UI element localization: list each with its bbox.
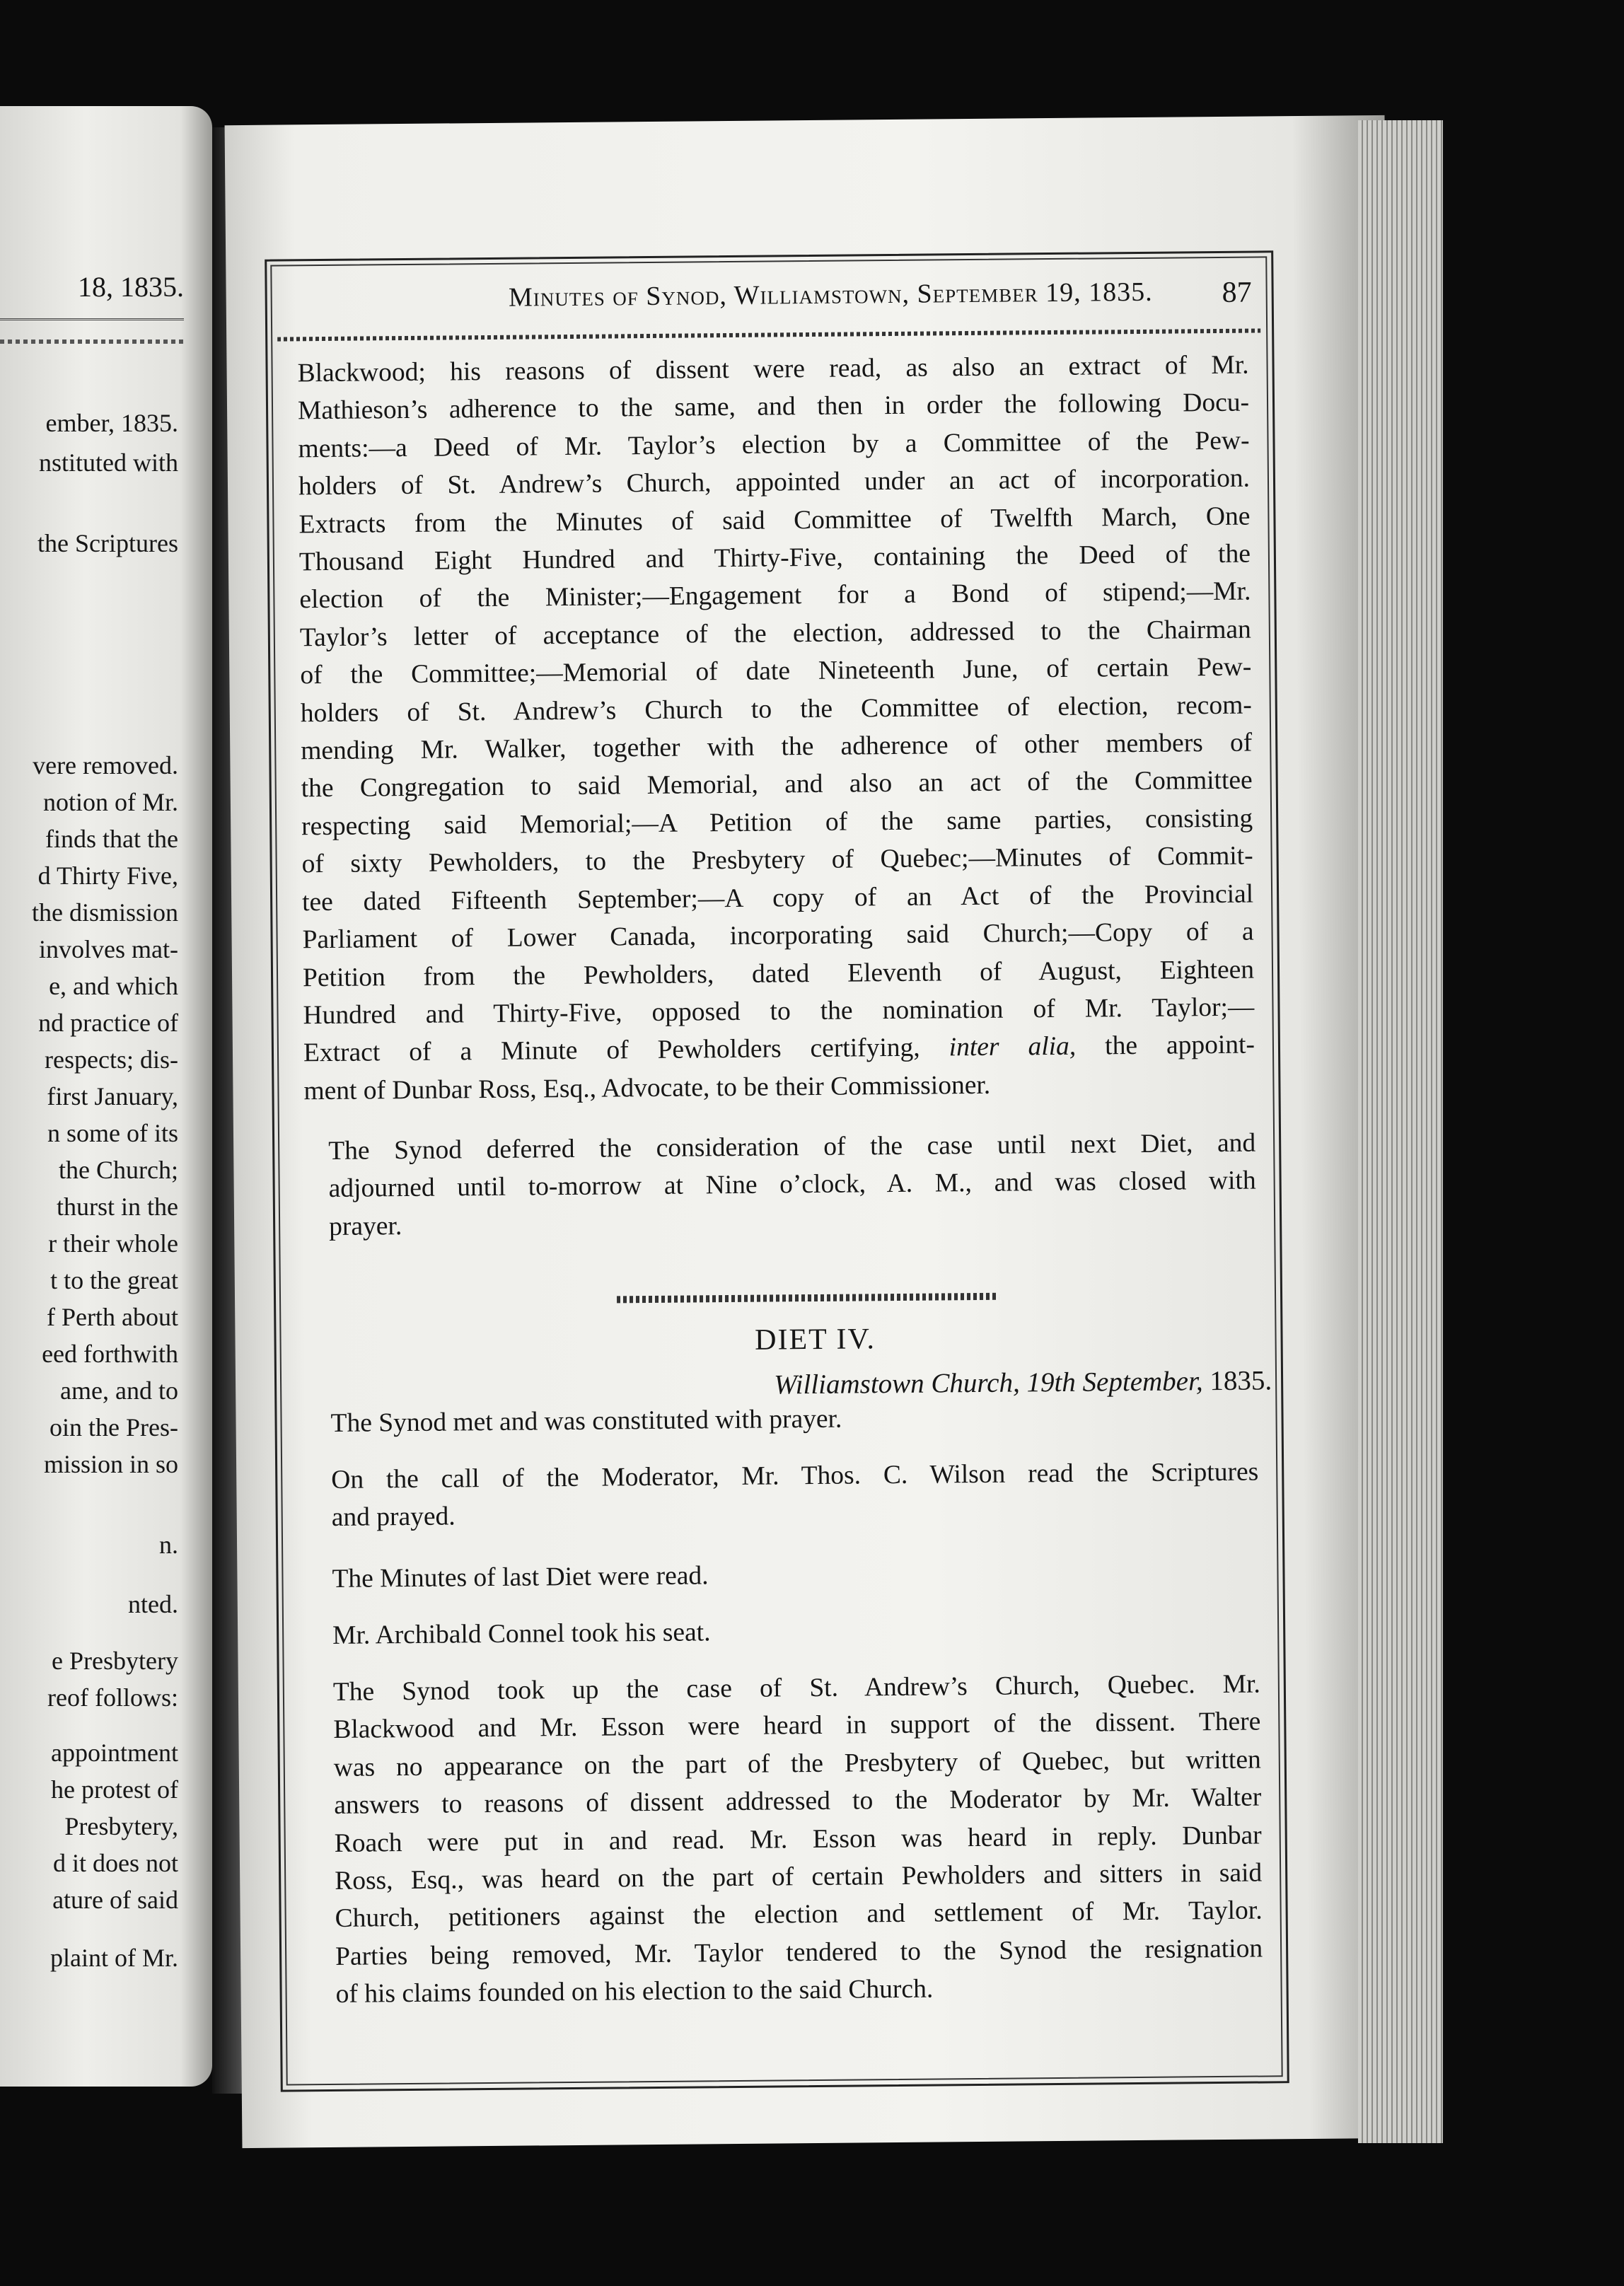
left-page-line: nd practice of bbox=[38, 1009, 178, 1037]
left-page-line: finds that the bbox=[45, 825, 178, 853]
text-run: Extract of a Minute of Pewholders certifying, bbox=[303, 1033, 949, 1068]
left-page-line: the dismission bbox=[31, 898, 178, 927]
text-line: the Congregation to said Memorial, and also an act of the Committee bbox=[301, 766, 1253, 803]
text-line: of his claims founded on his election to the said Church. bbox=[335, 1974, 934, 2009]
running-head bbox=[375, 276, 1252, 326]
left-page-line: eed forthwith bbox=[42, 1340, 178, 1368]
left-page-line: the Church; bbox=[59, 1156, 178, 1184]
left-page-line: ame, and to bbox=[60, 1376, 178, 1405]
text-line: Church, petitioners against the election and settlement of Mr. Taylor. bbox=[335, 1896, 1263, 1934]
text-line: adjourned until to-morrow at Nine o’clock, A. M., and was closed with bbox=[328, 1166, 1256, 1204]
paragraph-synod-deferred bbox=[304, 1125, 1256, 1246]
text-line: holders of St. Andrew’s Church, appointed under an act of incorporation. bbox=[298, 463, 1251, 501]
left-page-line: d Thirty Five, bbox=[37, 861, 178, 890]
left-page-line: reof follows: bbox=[47, 1683, 178, 1712]
left-page-line: involves mat- bbox=[39, 935, 178, 963]
diet-heading: DIET IV. bbox=[754, 1323, 876, 1357]
paragraph-moderator-call bbox=[307, 1454, 1259, 1538]
left-page-line: e, and which bbox=[49, 972, 178, 1000]
text-line: election of the Minister;—Engagement for a Bond of stipend;—Mr. bbox=[299, 577, 1251, 615]
text-line: prayer. bbox=[328, 1211, 402, 1241]
page-edges bbox=[1358, 120, 1443, 2143]
paragraph-st-andrews-case bbox=[309, 1666, 1263, 2014]
left-page-line: ember, 1835. bbox=[45, 409, 178, 437]
left-page-line: ature of said bbox=[52, 1886, 178, 1914]
paragraph-documents-read bbox=[297, 347, 1255, 1110]
latin-phrase: inter alia, bbox=[949, 1032, 1077, 1062]
text-line: ment of Dunbar Ross, Esq., Advocate, to be their Commissioner. bbox=[303, 1070, 991, 1106]
page-number: 87 bbox=[1222, 276, 1252, 309]
session-dateline-year: 1835. bbox=[1202, 1365, 1272, 1397]
left-page-line: appointment bbox=[51, 1739, 178, 1767]
text-line: Parliament of Lower Canada, incorporating said Church;—Copy of a bbox=[302, 917, 1254, 955]
text-line: Blackwood and Mr. Esson were heard in support of the dissent. There bbox=[333, 1707, 1261, 1745]
left-page-heading: 18, 1835. bbox=[78, 271, 184, 303]
text-line: Petition from the Pewholders, dated Eleventh of August, Eighteen bbox=[302, 955, 1255, 992]
session-dateline-italic: Williamstown Church, 19th September, bbox=[774, 1366, 1203, 1400]
left-page-line: n. bbox=[159, 1531, 178, 1559]
text-line: answers to reasons of dissent addressed to the Moderator by Mr. Walter bbox=[334, 1782, 1262, 1821]
left-page-line: respects; dis- bbox=[45, 1045, 178, 1074]
text-line: Hundred and Thirty-Five, opposed to the nomination of Mr. Taylor;— bbox=[303, 992, 1255, 1031]
text-line: The Minutes of last Diet were read. bbox=[332, 1561, 709, 1594]
text-line: Thousand Eight Hundred and Thirty-Five, containing the Deed of the bbox=[298, 539, 1251, 577]
running-head-title: Minutes of Synod, Williamstown, September 19, 1835. bbox=[508, 277, 1153, 313]
text-line: Roach were put in and read. Mr. Esson was heard in reply. Dunbar bbox=[334, 1821, 1262, 1858]
right-page bbox=[225, 115, 1403, 2148]
left-page-line: he protest of bbox=[51, 1775, 178, 1804]
text-line: Ross, Esq., was heard on the part of certain Pewholders and sitters in said bbox=[335, 1858, 1263, 1896]
text-line: The Synod deferred the consideration of the case until next Diet, and bbox=[328, 1128, 1256, 1166]
text-line: Extracts from the Minutes of said Committee of Twelfth March, One bbox=[298, 501, 1251, 539]
text-line: On the call of the Moderator, Mr. Thos. C. Wilson read the Scriptures bbox=[331, 1457, 1259, 1495]
session-dateline bbox=[774, 1364, 1272, 1400]
left-page-line: Presbytery, bbox=[64, 1812, 178, 1840]
left-page-line: r their whole bbox=[48, 1229, 178, 1258]
left-page-line: thurst in the bbox=[57, 1193, 178, 1221]
left-page-line: plaint of Mr. bbox=[50, 1944, 178, 1972]
left-page-line: n some of its bbox=[47, 1119, 178, 1147]
text-line: was no appearance on the part of the Presbytery of Quebec, but written bbox=[333, 1745, 1261, 1782]
left-page-line: d it does not bbox=[53, 1849, 178, 1877]
text-line: of the Committee;—Memorial of date Nineteenth June, of certain Pew- bbox=[300, 652, 1252, 690]
left-page-line: nstituted with bbox=[39, 448, 178, 477]
text-line: Blackwood; his reasons of dissent were read, as also an extract of Mr. bbox=[297, 350, 1249, 388]
text-line: holders of St. Andrew’s Church to the Committee of election, recom- bbox=[300, 690, 1252, 728]
text-line: Parties being removed, Mr. Taylor tendered to the Synod the resignation bbox=[335, 1934, 1263, 1971]
text-line: respecting said Memorial;—A Petition of the same parties, consisting bbox=[301, 803, 1253, 842]
text-run: the appoint- bbox=[1076, 1030, 1255, 1062]
left-page-line: mission in so bbox=[43, 1450, 178, 1478]
text-line: tee dated Fifteenth September;—A copy of an Act of the Provincial bbox=[301, 879, 1254, 917]
text-line: of sixty Pewholders, to the Presbytery of Quebec;—Minutes of Commit- bbox=[301, 841, 1253, 879]
text-line: The Synod took up the case of St. Andrew’s Church, Quebec. Mr. bbox=[332, 1669, 1261, 1707]
text-line: Mr. Archibald Connel took his seat. bbox=[332, 1618, 711, 1650]
left-page-line: vere removed. bbox=[33, 751, 178, 779]
left-page-line: t to the great bbox=[50, 1266, 178, 1294]
left-page-line: f Perth about bbox=[47, 1303, 178, 1331]
left-page-line: e Presbytery bbox=[52, 1647, 178, 1675]
left-page-line: nted. bbox=[128, 1590, 178, 1618]
left-page-head-rule bbox=[0, 318, 184, 320]
left-page-line: oin the Pres- bbox=[50, 1413, 178, 1441]
left-page-wave-rule bbox=[0, 340, 184, 344]
text-line: mending Mr. Walker, together with the adherence of other members of bbox=[301, 728, 1253, 766]
text-line: ments:—a Deed of Mr. Taylor’s election by a Committee of the Pew- bbox=[298, 426, 1250, 464]
left-page-line: notion of Mr. bbox=[42, 788, 178, 816]
text-line: Taylor’s letter of acceptance of the election, addressed to the Chairman bbox=[299, 615, 1252, 653]
left-page-line: first January, bbox=[47, 1082, 178, 1110]
left-facing-page bbox=[0, 106, 212, 2087]
text-line: and prayed. bbox=[331, 1502, 456, 1533]
left-page-line: the Scriptures bbox=[37, 529, 178, 557]
text-line: The Synod met and was constituted with prayer. bbox=[330, 1404, 842, 1438]
text-line: Mathieson’s adherence to the same, and then in order the following Docu- bbox=[297, 388, 1250, 426]
